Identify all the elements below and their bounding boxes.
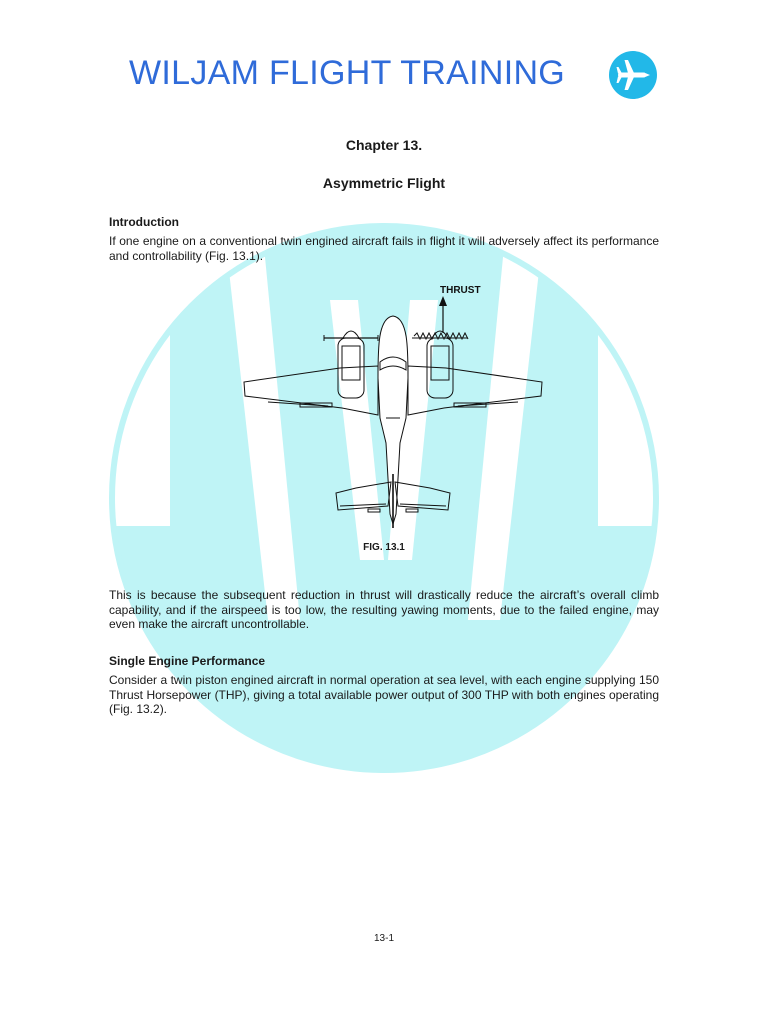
single-engine-paragraph: Consider a twin piston engined aircraft in normal operation at sea level, with each engine supplying 150 Thrust Horsepower (THP), giving a total available power output of 300 THP with both engines operating (Fig. 13.2). (109, 673, 659, 716)
airplane-icon (609, 51, 657, 99)
brand-title: WILJAM FLIGHT TRAINING (129, 54, 566, 92)
thrust-label: THRUST (440, 285, 481, 296)
figure-caption: FIG. 13.1 (363, 542, 405, 553)
after-figure-paragraph: This is because the subsequent reduction in thrust will drastically reduce the aircraft’s overall climb capability, and if the airspeed is too low, the resulting yawing moments, due to the failed engine, may even make the aircraft uncontrollable. (109, 588, 659, 631)
chapter-title: Asymmetric Flight (322, 175, 446, 191)
page-number: 13-1 (373, 933, 394, 944)
section-heading-introduction: Introduction (109, 215, 179, 229)
section-heading-single-engine: Single Engine Performance (109, 654, 266, 668)
twin-aircraft-diagram (228, 278, 558, 538)
introduction-paragraph: If one engine on a conventional twin engined aircraft fails in flight it will adversely affect its performance and controllability (Fig. 13.1). (109, 234, 659, 263)
thrust-arrow-icon (439, 296, 447, 333)
chapter-number: Chapter 13. (345, 137, 423, 153)
